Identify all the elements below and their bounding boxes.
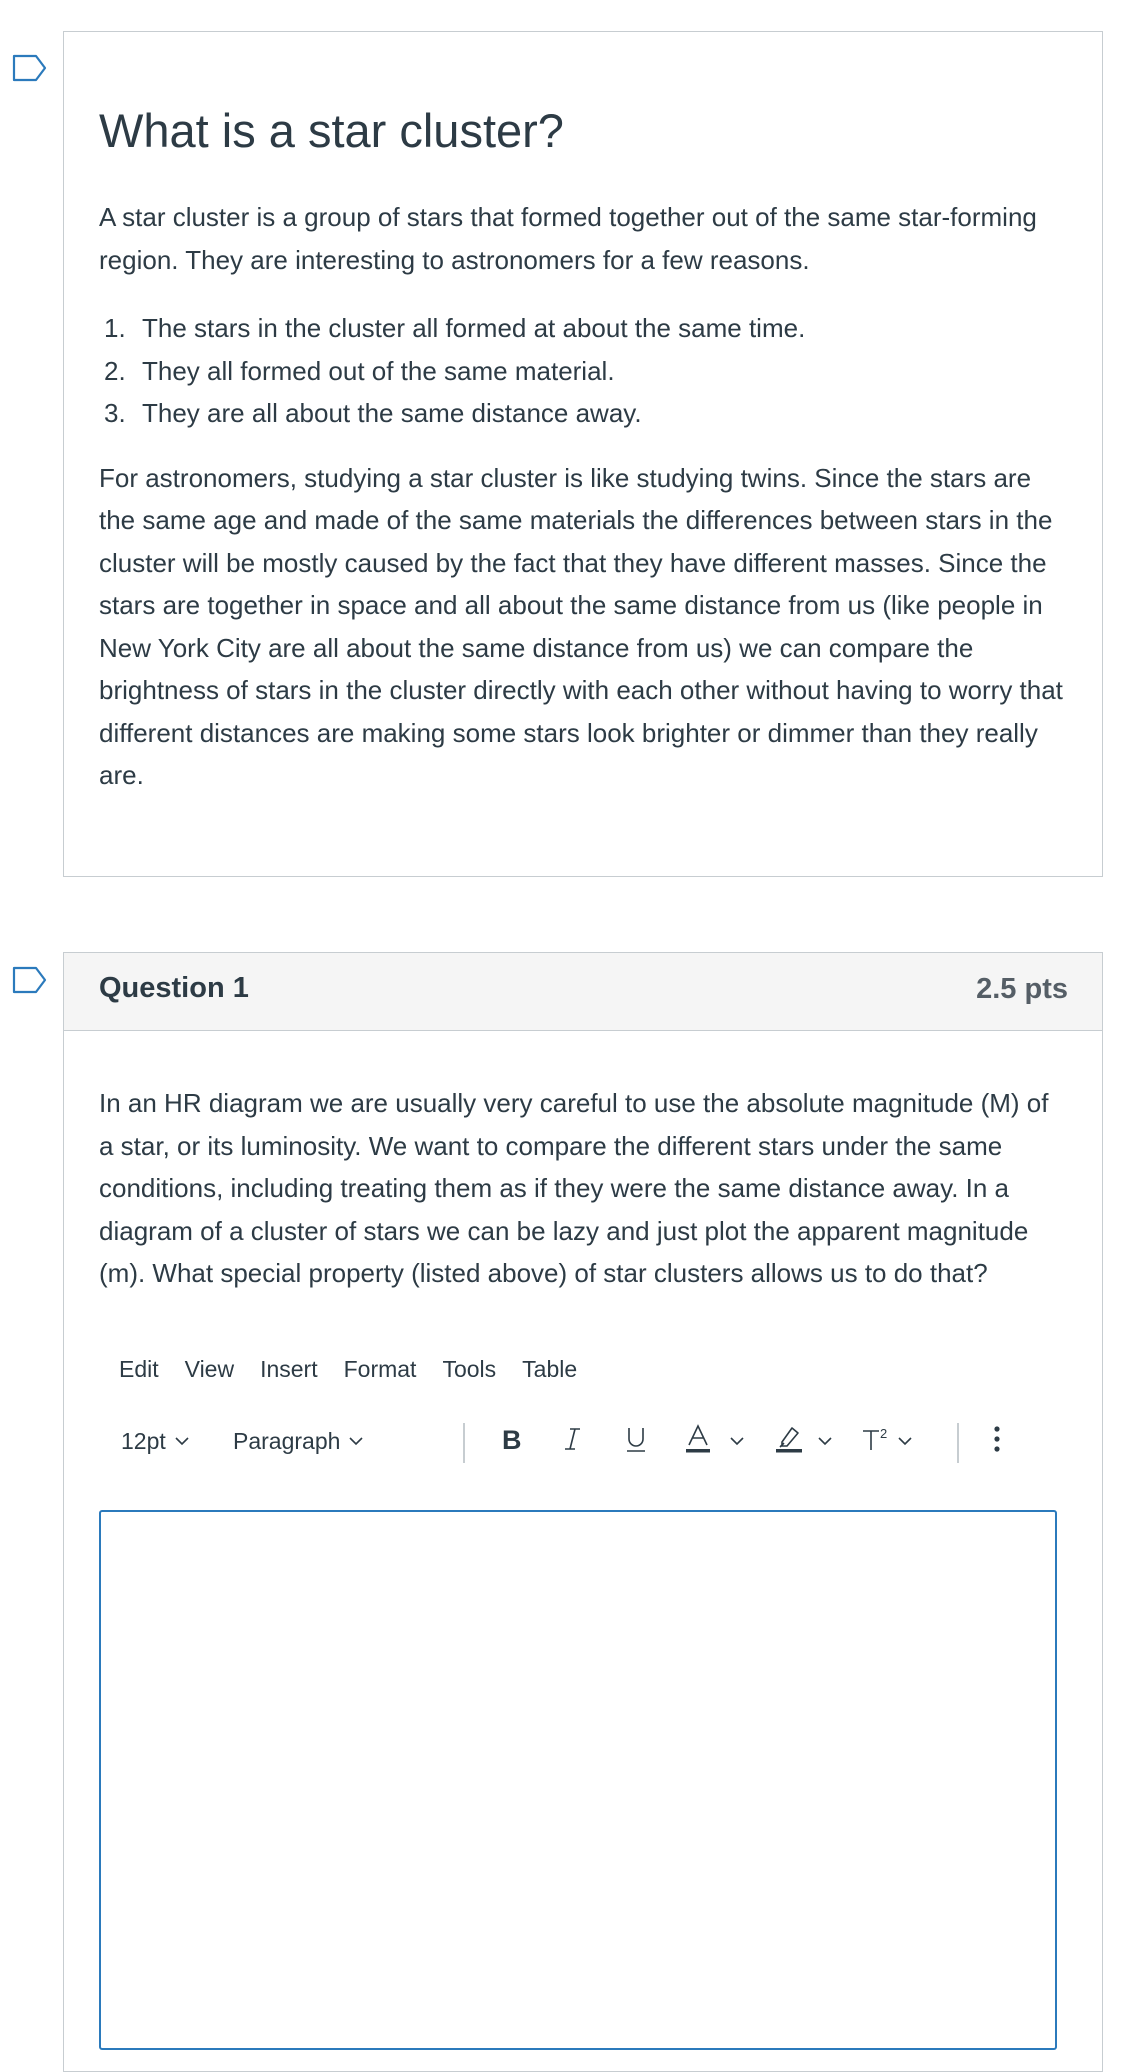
chevron-down-icon bbox=[897, 1433, 913, 1451]
text-color-icon bbox=[685, 1423, 711, 1460]
chevron-down-icon bbox=[729, 1433, 745, 1451]
bold-icon bbox=[499, 1425, 525, 1458]
italic-icon bbox=[562, 1425, 582, 1458]
superscript-icon bbox=[861, 1424, 891, 1459]
menu-insert[interactable]: Insert bbox=[260, 1355, 318, 1382]
more-options-button[interactable] bbox=[987, 1415, 1007, 1469]
list-item: 1. The stars in the cluster all formed at about the same time. bbox=[104, 313, 806, 344]
bold-button[interactable] bbox=[495, 1415, 529, 1469]
italic-button[interactable] bbox=[557, 1415, 587, 1469]
block-format-value: Paragraph bbox=[233, 1428, 341, 1454]
reasons-list bbox=[99, 307, 1068, 435]
flag-question-icon[interactable] bbox=[12, 966, 48, 994]
menu-table[interactable]: Table bbox=[522, 1355, 578, 1382]
block-format-select[interactable] bbox=[233, 1415, 364, 1469]
highlight-icon bbox=[775, 1423, 803, 1460]
list-item: 3. They are all about the same distance away. bbox=[104, 398, 642, 429]
underline-icon bbox=[624, 1424, 648, 1459]
toolbar-separator bbox=[957, 1423, 959, 1463]
chevron-down-icon bbox=[348, 1433, 364, 1451]
font-size-value: 12pt bbox=[121, 1428, 166, 1454]
more-vertical-icon bbox=[993, 1424, 1001, 1459]
intro-text-card bbox=[63, 31, 1103, 877]
question-text: In an HR diagram we are usually very careful to use the absolute magnitude (M) of a star, or its luminosity. We want to compare the different stars under the same conditions, including treating them as if they were the same distance away. In a diagram of a cluster of stars we can be lazy and just plot the apparent magnitude (m). What special property (listed above) of star clusters allows us to do that? bbox=[99, 1088, 1049, 1288]
question-header bbox=[64, 953, 1102, 1031]
menu-format[interactable]: Format bbox=[343, 1355, 417, 1382]
question-points: 2.5 pts bbox=[976, 973, 1068, 1005]
list-item: 2. They all formed out of the same material. bbox=[104, 355, 615, 386]
font-size-select[interactable] bbox=[121, 1415, 190, 1469]
menu-edit[interactable]: Edit bbox=[119, 1355, 159, 1382]
text-color-button[interactable] bbox=[685, 1415, 745, 1469]
menu-tools[interactable]: Tools bbox=[442, 1355, 497, 1382]
answer-editor[interactable] bbox=[99, 1510, 1057, 2050]
svg-text:B: B bbox=[502, 1425, 522, 1453]
question-card bbox=[63, 952, 1103, 2072]
intro-paragraph-2: For astronomers, studying a star cluster is like studying twins. Since the stars are the same age and made of the same materials the differences between stars in the cluster will be mostly caused by the fact that they have different masses. Since the stars are together in space and all about the same distance from us (like people in New York City are all about the same distance from us) we can compare the brightness of stars in the cluster directly with each other without having to worry that different distances are making some stars look brighter or dimmer than they really are. bbox=[99, 462, 1063, 791]
highlight-color-button[interactable] bbox=[775, 1415, 833, 1469]
chevron-down-icon bbox=[817, 1433, 833, 1451]
toolbar-separator bbox=[463, 1423, 465, 1463]
editor-toolbar bbox=[99, 1415, 1068, 1469]
intro-paragraph: A star cluster is a group of stars that formed together out of the same star-forming region. They are interesting to astronomers for a few reasons. bbox=[99, 202, 1037, 275]
svg-text:2: 2 bbox=[880, 1426, 888, 1441]
superscript-button[interactable] bbox=[861, 1415, 913, 1469]
intro-title: What is a star cluster? bbox=[99, 104, 564, 157]
menu-view[interactable]: View bbox=[184, 1355, 235, 1382]
underline-button[interactable] bbox=[621, 1415, 651, 1469]
chevron-down-icon bbox=[174, 1433, 190, 1451]
editor-menubar bbox=[99, 1351, 1068, 1387]
question-title: Question 1 bbox=[99, 972, 249, 1004]
flag-question-icon[interactable] bbox=[12, 54, 48, 82]
